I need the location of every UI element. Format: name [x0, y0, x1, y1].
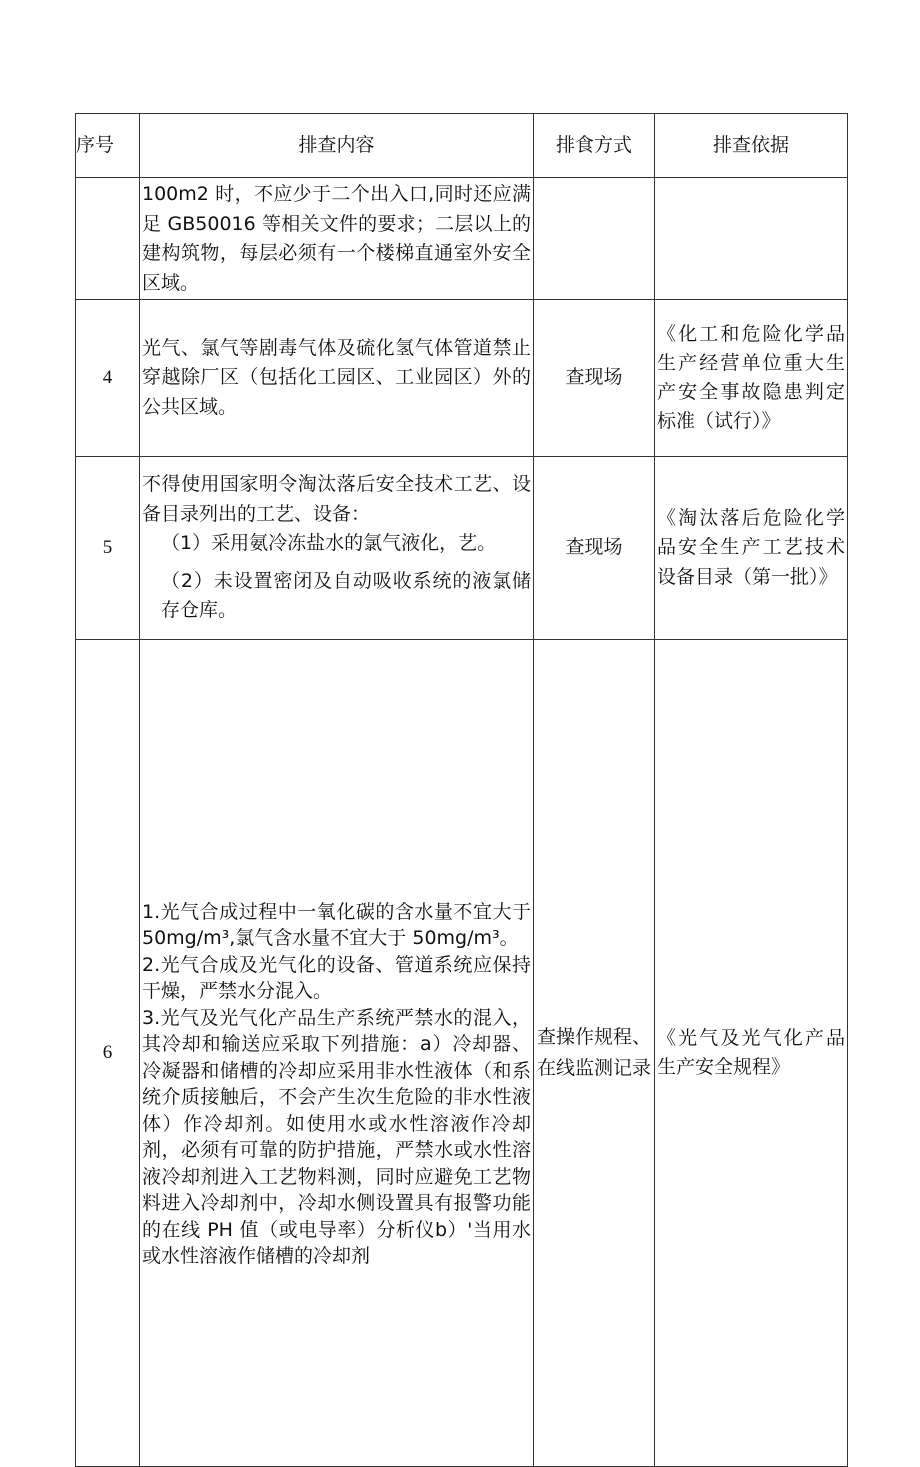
- row-no: [76, 178, 140, 300]
- content-paragraph: 1.光气合成过程中一氧化碳的含水量不宜大于 50mg/m³,氯气含水量不宜大于 50mg/m³。: [142, 900, 531, 949]
- content-paragraph: 3.光气及光气化产品生产系统严禁水的混入，其冷却和输送应采取下列措施：a）冷却器、冷凝器和储槽的冷却应采用非水性液体（和系统介质接触后，不会产生次生危险的非水性液体）作冷却剂。如使用水或水性溶液作冷却剂，必须有可靠的防护措施，严禁水或水性溶液冷却剂进入工艺物料测，同时应避免工艺物料进入冷却剂中，冷却水侧设置具有报警功能的在线 PH 值（或电导率）分析仪b）'当用水或水性溶液作储槽的冷却剂: [142, 1006, 531, 1267]
- row-basis: [655, 178, 848, 300]
- header-content: 排查内容: [140, 114, 534, 178]
- row-no: 6: [76, 640, 140, 1467]
- row-basis: 《化工和危险化学品生产经营单位重大生产安全事故隐患判定标准（试行）》: [655, 300, 848, 457]
- header-no: 序号: [76, 114, 140, 178]
- row-content: [140, 640, 534, 1467]
- row-no: 5: [76, 457, 140, 640]
- content-item: （2）未设置密闭及自动吸收系统的液氯储存仓库。: [161, 569, 531, 622]
- table-row: [76, 457, 848, 640]
- table-row: [76, 640, 848, 1467]
- content-paragraph: 2.光气合成及光气化的设备、管道系统应保持干燥，严禁水分混入。: [142, 953, 531, 1002]
- row-basis: 《淘汰落后危险化学品安全生产工艺技术设备目录（第一批）》: [655, 457, 848, 640]
- row-basis: 《光气及光气化产品生产安全规程》: [655, 640, 848, 1467]
- row-no: 4: [76, 300, 140, 457]
- row-content: 光气、氯气等剧毒气体及硫化氢气体管道禁止穿越除厂区（包括化工园区、工业园区）外的公共区域。: [140, 300, 534, 457]
- table-row: [76, 178, 848, 300]
- content-intro: 不得使用国家明令淘汰落后安全技术工艺、设备目录列出的工艺、设备：: [142, 473, 531, 525]
- inspection-table: [75, 113, 848, 1467]
- row-method: 查操作规程、在线监测记录: [534, 640, 655, 1467]
- row-content: [140, 457, 534, 640]
- header-basis: 排查依据: [655, 114, 848, 178]
- row-content: 100m2 时，不应少于二个出入口,同时还应满足 GB50016 等相关文件的要求；二层以上的建构筑物，每层必须有一个楼梯直通室外安全区域。: [140, 178, 534, 300]
- row-method: 查现场: [534, 457, 655, 640]
- row-method: [534, 178, 655, 300]
- table-header-row: [76, 114, 848, 178]
- header-method: 排食方式: [534, 114, 655, 178]
- table-row: [76, 300, 848, 457]
- row-method: 查现场: [534, 300, 655, 457]
- content-item: （1）采用氨冷冻盐水的氯气液化，艺。: [161, 532, 497, 555]
